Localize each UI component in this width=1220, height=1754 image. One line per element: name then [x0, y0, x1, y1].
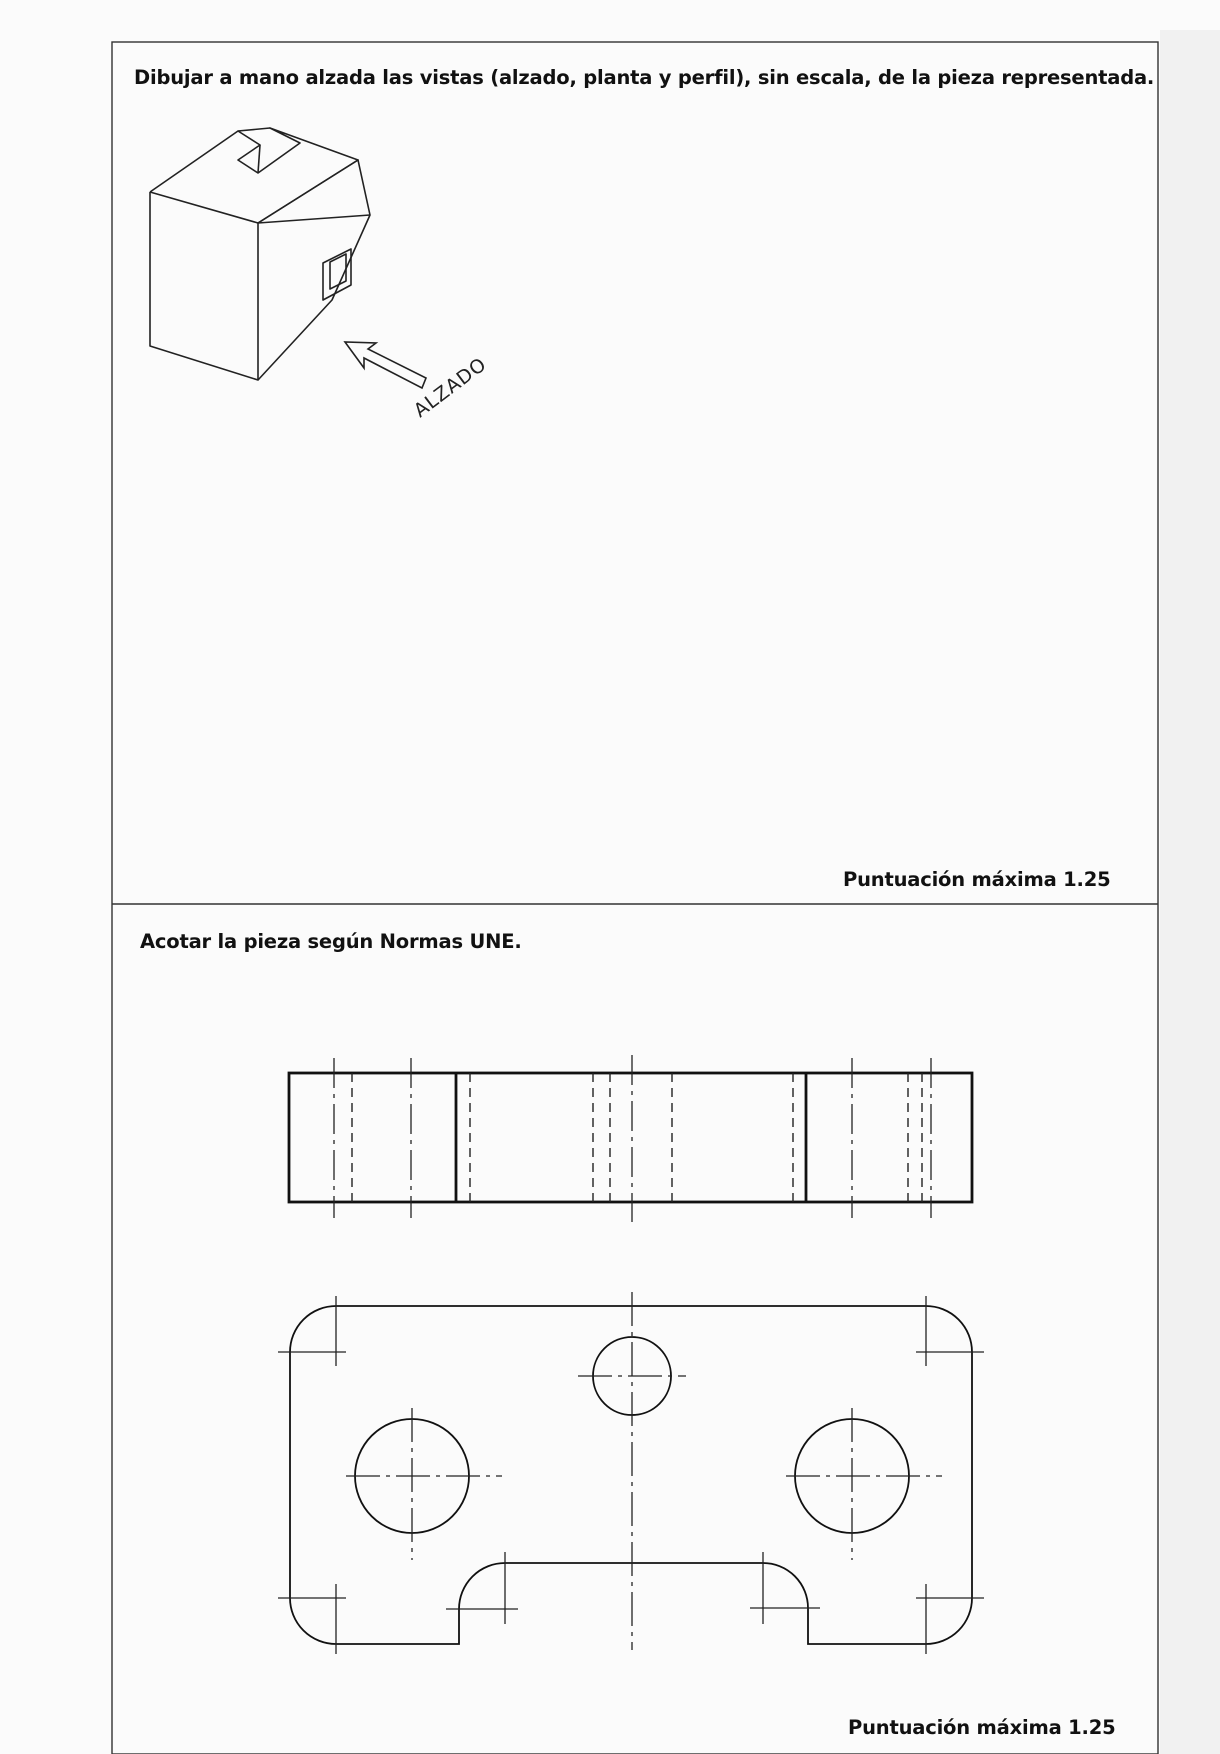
exercise-1-instruction: Dibujar a mano alzada las vistas (alzado, planta y perfil), sin escala, de la pieza representada. [134, 66, 1155, 89]
exercise-2-max-score: Puntuación máxima 1.25 [848, 1716, 1116, 1739]
exercise-1-max-score: Puntuación máxima 1.25 [843, 868, 1111, 891]
scan-edge-shadow [1160, 30, 1220, 1754]
alzado-arrow-label: ALZADO [409, 353, 492, 422]
exercise-2-instruction: Acotar la pieza según Normas UNE. [140, 930, 522, 953]
